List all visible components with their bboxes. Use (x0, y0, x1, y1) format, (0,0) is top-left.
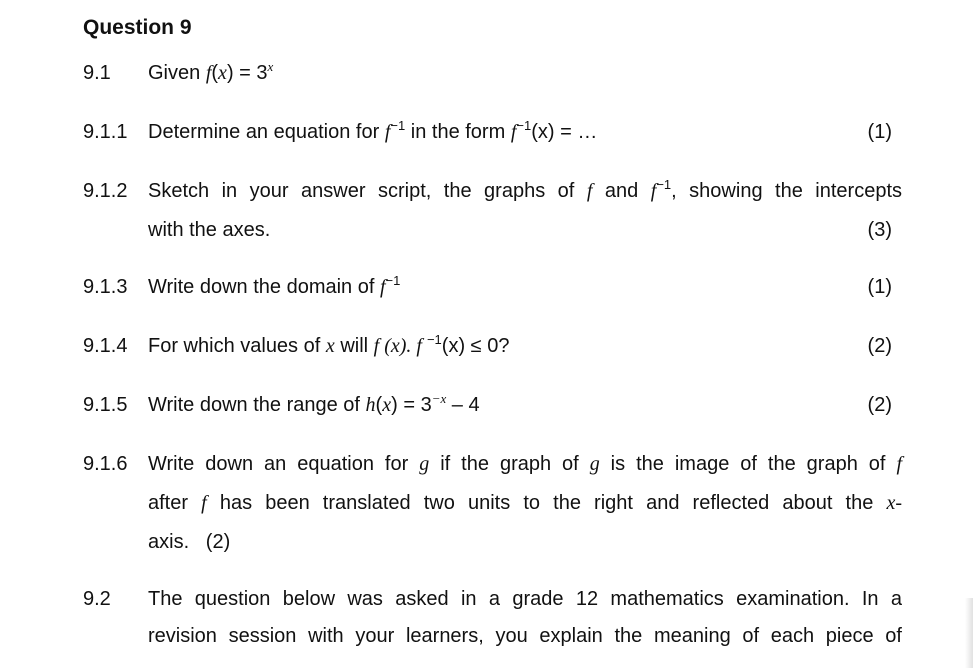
page-edge-shadow (965, 598, 973, 668)
question-heading: Question 9 (83, 16, 192, 39)
question-text-continued: revision session with your learners, you explain the meaning of each piece of (148, 625, 902, 647)
question-number: 9.1.3 (83, 276, 128, 298)
question-text: Determine an equation for $f^{-1}$ in the form $f^{-1}(x)$ = … (148, 118, 598, 143)
marks-label: (1) (867, 276, 892, 298)
question-text-continued: with the axes. (148, 219, 271, 241)
question-number: 9.1.5 (83, 394, 128, 416)
marks-label: (3) (867, 219, 892, 241)
question-9-1-2 (83, 177, 903, 208)
question-number: 9.1 (83, 62, 111, 84)
question-text: For which values of x will f (x). f $^{-1}$(x) ≤ 0? (148, 332, 510, 357)
question-text: Write down the domain of $f^{-1}$ (148, 273, 401, 298)
question-9-1 (83, 59, 903, 90)
question-number: 9.1.6 (83, 453, 128, 475)
question-text-continued: after f has been translated two units to the right and reflected about the x- (148, 492, 903, 514)
question-9-1-2-continued (83, 219, 903, 247)
marks-label: (2) (867, 394, 892, 416)
question-text: Write down an equation for g if the graph of g is the image of the graph of f (148, 453, 902, 475)
question-number: 9.2 (83, 588, 111, 610)
marks-label: (1) (867, 121, 892, 143)
question-9-1-5 (83, 391, 903, 422)
question-9-1-1 (83, 118, 903, 149)
question-text: Write down the range of $h(x) = 3^{-x} - 4$ (148, 391, 480, 416)
question-9-1-6 (83, 453, 903, 481)
marks-label: (2) (867, 335, 892, 357)
question-9-1-4 (83, 332, 903, 363)
question-text: Sketch in your answer script, the graphs of f and $f^{-1}$, showing the intercepts (148, 177, 903, 202)
question-9-2 (83, 588, 903, 616)
question-9-1-6-continued-2 (83, 531, 903, 559)
marks-label: (2) (205, 531, 231, 553)
question-number: 9.1.2 (83, 180, 128, 202)
question-text-continued: axis. (2) (148, 531, 231, 553)
question-9-1-6-continued (83, 492, 903, 520)
question-text: Given $f(x) = 3^x$ (148, 59, 274, 84)
question-number: 9.1.4 (83, 335, 128, 357)
question-9-2-continued (83, 625, 903, 653)
question-9-1-3 (83, 273, 903, 304)
question-number: 9.1.1 (83, 121, 128, 143)
question-text: The question below was asked in a grade 12 mathematics examination. In a (148, 588, 902, 610)
